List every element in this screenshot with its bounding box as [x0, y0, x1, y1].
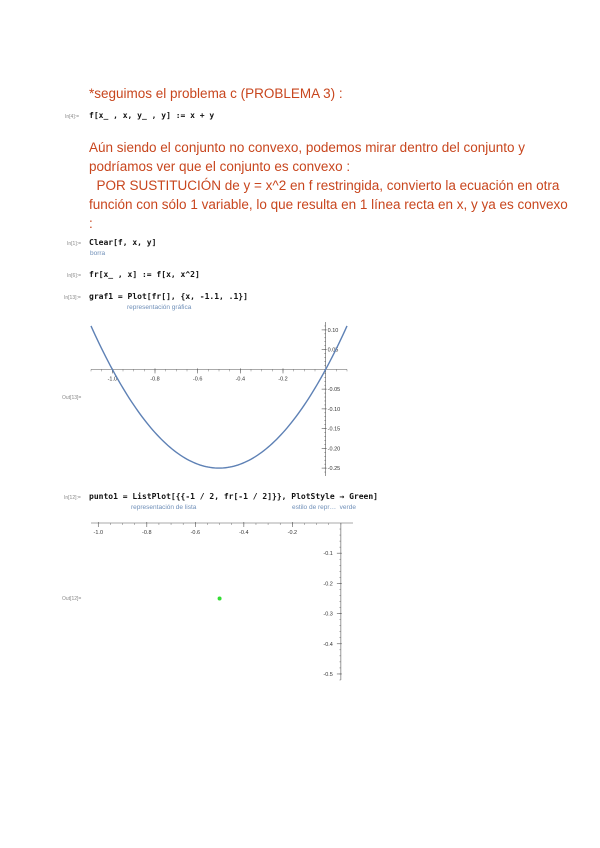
cell-label-in4: In[4]:= — [65, 114, 80, 120]
code-cell-in12[interactable]: punto1 = ListPlot[{{-1 / 2, fr[-1 / 2]}}, PlotStyle → Green] — [89, 492, 378, 501]
paragraph-line: Aún siendo el conjunto no convexo, podemos mirar dentro del conjunto y — [89, 140, 526, 155]
code-cell-in1[interactable]: Clear[f, x, y] — [89, 238, 157, 247]
point-plot[interactable] — [85, 515, 365, 685]
y-tick-label: 0.10 — [327, 327, 339, 334]
code-cell-in4[interactable]: f[x_ , x, y_ , y] := x + y — [89, 111, 215, 120]
code-hint-borra: borra — [90, 250, 106, 257]
parabola-curve — [91, 326, 347, 468]
cell-label-in6: In[6]:= — [67, 273, 82, 279]
code-cell-in13[interactable]: graf1 = Plot[fr[], {x, -1.1, .1}] — [89, 292, 248, 301]
code-cell-in6[interactable]: fr[x_ , x] := f[x, x^2] — [89, 270, 200, 279]
y-tick-label: -0.2 — [323, 581, 333, 588]
green-data-point — [218, 596, 222, 600]
y-tick-label: -0.25 — [327, 466, 341, 473]
y-tick-label: -0.15 — [327, 426, 341, 433]
paragraph-line: podríamos ver que el conjunto es convexo : — [89, 159, 351, 174]
x-tick-label: -0.6 — [190, 530, 201, 536]
x-tick-label: -0.2 — [278, 376, 288, 383]
paragraph-line: POR SUSTITUCIÓN de y = x^2 en f restringida, convierto la ecuación en otra — [89, 178, 560, 193]
code-hint-estilo-verde: estilo de repr… verde — [292, 504, 356, 511]
code-hint-representacion-grafica: representación gráfica — [127, 304, 192, 311]
y-tick-label: -0.05 — [327, 387, 341, 394]
x-tick-label: -0.4 — [239, 530, 249, 536]
cell-label-in1: In[1]:= — [67, 241, 82, 247]
x-tick-label: -0.4 — [235, 376, 246, 383]
x-tick-label: -1.0 — [93, 530, 104, 536]
x-tick-label: -0.8 — [150, 376, 160, 383]
y-tick-label: -0.5 — [323, 671, 333, 678]
y-tick-label: -0.1 — [323, 551, 333, 558]
x-tick-label: -1.0 — [107, 376, 118, 383]
x-tick-label: -0.6 — [192, 376, 203, 383]
y-tick-label: -0.20 — [327, 446, 341, 453]
cell-label-in12: In[12]:= — [64, 495, 81, 501]
cell-label-out13: Out[13]= — [62, 395, 82, 401]
y-tick-label: -0.3 — [323, 611, 333, 618]
y-tick-label: -0.10 — [327, 406, 341, 413]
parabola-plot[interactable] — [85, 318, 360, 480]
code-hint-representacion-lista: representación de lista — [131, 504, 197, 511]
x-tick-label: -0.2 — [287, 530, 298, 536]
y-tick-label: -0.4 — [323, 641, 333, 648]
paragraph-line: : — [89, 216, 93, 231]
cell-label-out12: Out[12]= — [62, 596, 82, 602]
y-tick-label: 0.05 — [327, 347, 339, 354]
explanation-paragraph — [89, 138, 568, 233]
x-tick-label: -0.8 — [142, 530, 152, 536]
intro-line: *seguimos el problema c (PROBLEMA 3) : — [89, 86, 343, 101]
cell-label-in13: In[13]:= — [64, 295, 81, 301]
paragraph-line: función con sólo 1 variable, lo que resulta en 1 línea recta en x, y ya es convexo — [89, 197, 568, 212]
